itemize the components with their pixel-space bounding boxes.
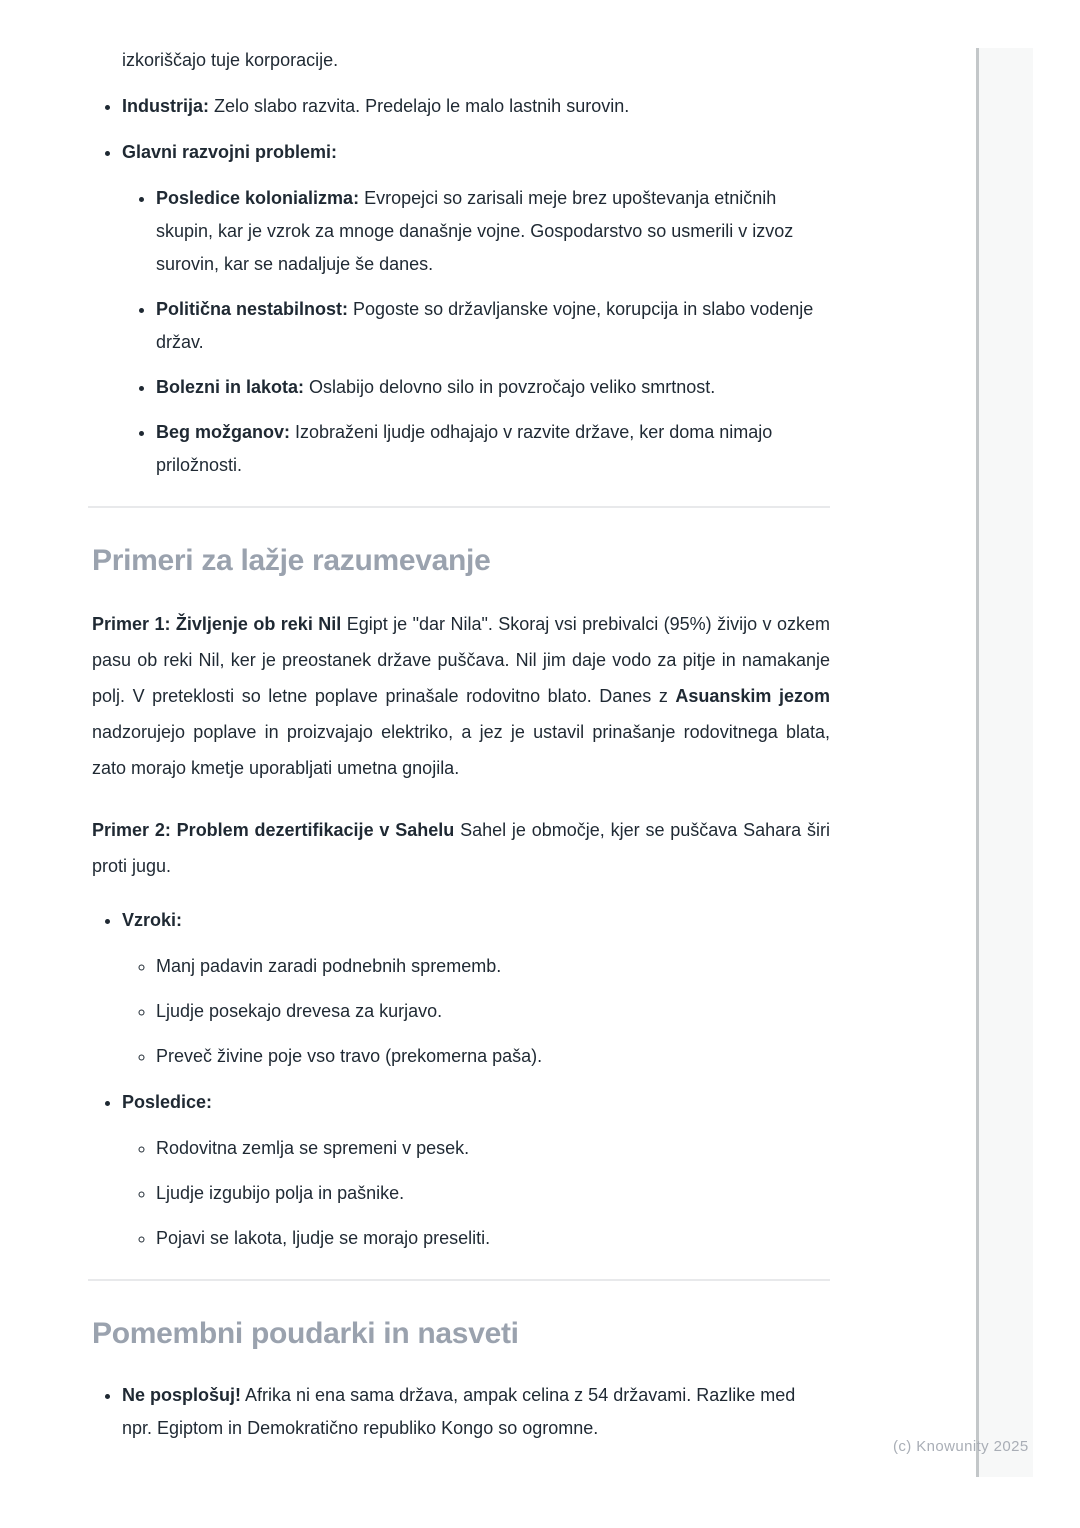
examples-section-heading: Primeri za lažje razumevanje (92, 544, 491, 577)
watermark: (c) Knowunity 2025 (893, 1438, 1029, 1455)
next-page-edge-panel (976, 48, 1033, 1477)
example-1-paragraph (92, 606, 830, 786)
list-item-dont-generalize (122, 1379, 830, 1445)
list-item-causes (122, 904, 830, 1073)
example-1-text: Egipt je "dar Nila". Skoraj vsi prebivalci (95%) živijo v ozkem pasu ob reki Nil, ker je preostanek države puščava. Nil jim daje vodo za pitje in namakanje polj. V preteklosti so letne poplave prinašale rodovitno blato. Danes z (92, 614, 830, 706)
section-divider (88, 1279, 830, 1281)
list-item-text: Evropejci so zarisali meje brez upoštevanja etničnih skupin, kar je vzrok za mnoge današnje vojne. Gospodarstvo so usmerili v izvoz surovin, kar se nadaljuje še danes. (156, 188, 794, 274)
list-item-consequences (122, 1086, 830, 1255)
document-content (92, 44, 830, 1458)
list-item-development-problems (122, 136, 830, 482)
list-item-text: Pogoste so državljanske vojne, korupcija in slabo vodenje držav. (156, 299, 814, 352)
list-item: ◦ Ljudje izgubijo polja in pašnike. (156, 1177, 830, 1210)
causes-sublist (122, 950, 830, 1073)
list-item-lead: Bolezni in lakota: (156, 377, 305, 397)
list-item-political-instability (156, 293, 830, 359)
list-item-lead: Politična nestabilnost: (156, 299, 349, 319)
list-item-text: Afrika ni ena sama država, ampak celina z 54 državami. Razlike med npr. Egiptom in Demokratično republiko Kongo so ogromne. (122, 1385, 796, 1438)
example-1-text-cont: nadzorujejo poplave in proizvajajo elektriko, a jez je ustavil prinašanje rodovitnega blata, zato morajo kmetje uporabljati umetna gnojila. (92, 722, 830, 778)
list-item: ◦ Preveč živine poje vso travo (prekomerna paša). (156, 1040, 830, 1073)
aswan-dam-bold: Asuanskim jezom (675, 686, 830, 706)
section-divider (88, 506, 830, 508)
example-1-title: Primer 1: Življenje ob reki Nil (92, 614, 342, 634)
economy-problems-list (92, 90, 830, 482)
list-item-text: Zelo slabo razvita. Predelajo le malo lastnih surovin. (209, 96, 630, 116)
list-item-lead: Beg možganov: (156, 422, 291, 442)
list-item-lead: Posledice kolonializma: (156, 188, 360, 208)
sahel-causes-consequences-list (92, 904, 830, 1255)
list-item-lead: Vzroki: (122, 910, 183, 930)
example-2-paragraph (92, 812, 830, 884)
list-item-industry (122, 90, 830, 123)
development-problems-sublist (122, 182, 830, 482)
tips-list (92, 1379, 830, 1445)
list-item-text: Izobraženi ljudje odhajajo v razvite države, ker doma nimajo priložnosti. (156, 422, 773, 475)
list-item: ◦ Ljudje posekajo drevesa za kurjavo. (156, 995, 830, 1028)
list-item-text: Oslabijo delovno silo in povzročajo veliko smrtnost. (304, 377, 716, 397)
list-item-lead: Glavni razvojni problemi: (122, 142, 338, 162)
tips-section-heading: Pomembni poudarki in nasveti (92, 1317, 519, 1350)
list-item-disease-famine (156, 371, 830, 404)
list-item: ◦ Pojavi se lakota, ljudje se morajo preseliti. (156, 1222, 830, 1255)
list-item-brain-drain (156, 416, 830, 482)
list-item-lead: Posledice: (122, 1092, 213, 1112)
list-item-lead: Ne posplošuj! (122, 1385, 242, 1405)
list-item: ◦ Manj padavin zaradi podnebnih sprememb. (156, 950, 830, 983)
list-item-colonialism (156, 182, 830, 281)
example-2-text: Sahel je območje, kjer se puščava Sahara širi proti jugu. (92, 820, 830, 876)
list-item-continuation: izkoriščajo tuje korporacije. (122, 50, 339, 70)
example-2-title: Primer 2: Problem dezertifikacije v Sahelu (92, 820, 455, 840)
list-item: ◦ Rodovitna zemlja se spremeni v pesek. (156, 1132, 830, 1165)
consequences-sublist (122, 1132, 830, 1255)
list-item-lead: Industrija: (122, 96, 210, 116)
